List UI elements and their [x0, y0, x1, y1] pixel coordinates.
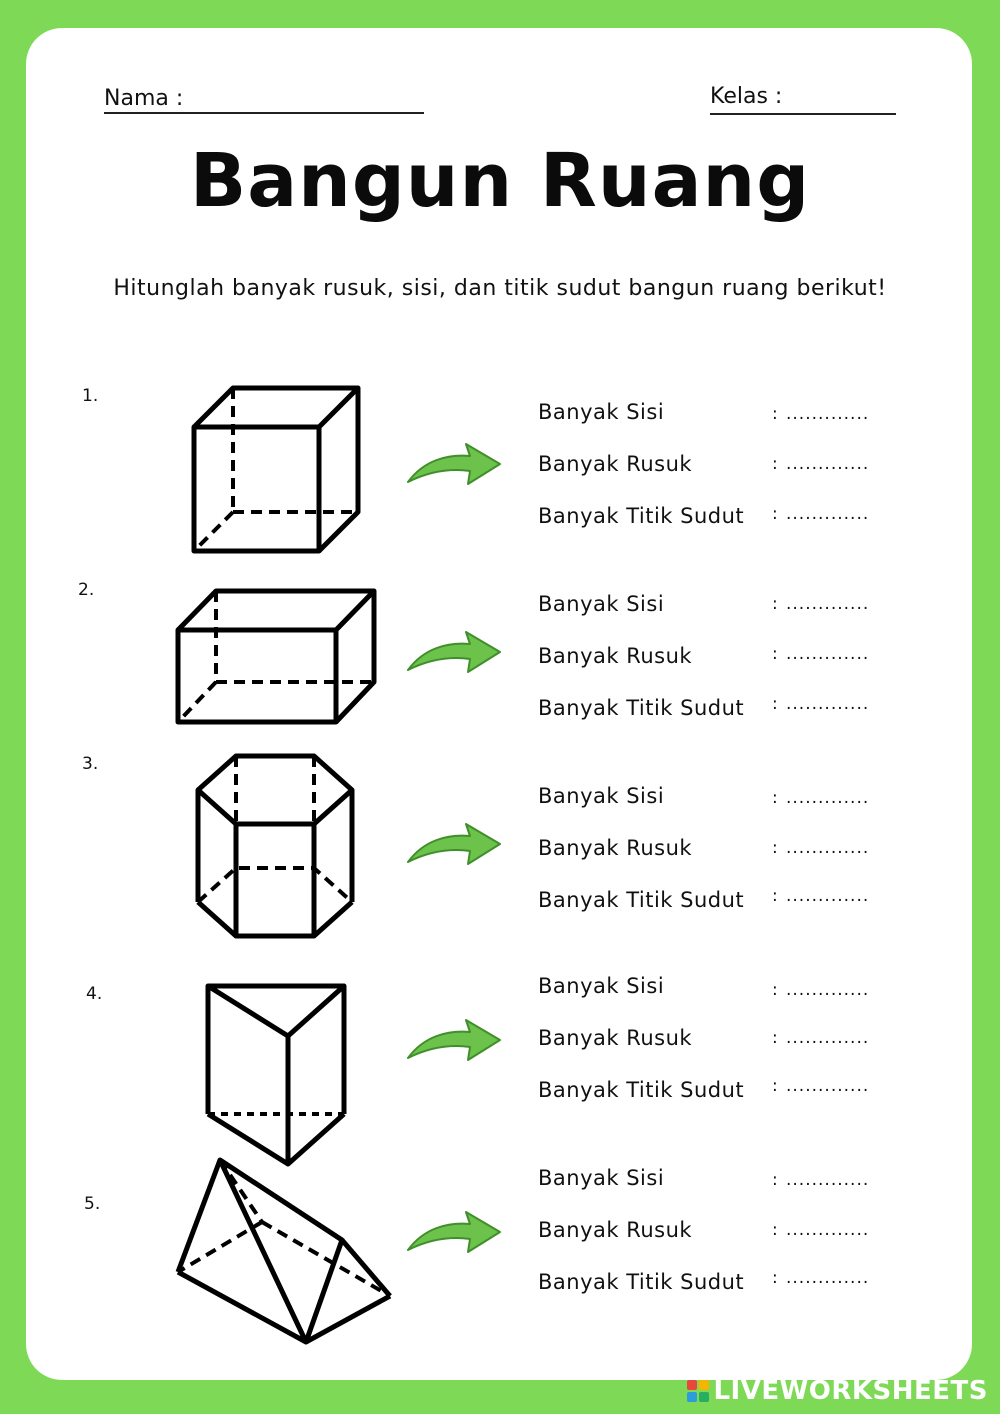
curved-arrow-icon: [404, 626, 504, 676]
colon: :: [772, 694, 778, 714]
sisi-label: Banyak Sisi: [538, 592, 665, 616]
cube-shape: [186, 380, 368, 560]
colon: :: [772, 644, 778, 664]
question-number: 3.: [82, 754, 99, 774]
question-number: 1.: [82, 386, 99, 406]
question-number: 4.: [86, 984, 103, 1004]
titik-sudut-answer-blank[interactable]: .............: [786, 504, 870, 524]
class-input-line[interactable]: [710, 113, 896, 115]
sisi-answer-blank[interactable]: .............: [786, 788, 870, 808]
name-label: Nama :: [104, 86, 184, 111]
rusuk-answer-blank[interactable]: .............: [786, 1028, 870, 1048]
sisi-label: Banyak Sisi: [538, 784, 665, 808]
rusuk-label: Banyak Rusuk: [538, 1218, 693, 1242]
question-number: 2.: [78, 580, 95, 600]
lying-triangular-prism-shape: [170, 1154, 398, 1350]
colon: :: [772, 1170, 778, 1190]
colon: :: [772, 1268, 778, 1288]
colon: :: [772, 404, 778, 424]
titik-sudut-answer-blank[interactable]: .............: [786, 1076, 870, 1096]
colon: :: [772, 454, 778, 474]
rusuk-label: Banyak Rusuk: [538, 1026, 693, 1050]
titik-sudut-answer-blank[interactable]: .............: [786, 694, 870, 714]
sisi-answer-blank[interactable]: .............: [786, 594, 870, 614]
curved-arrow-icon: [404, 818, 504, 868]
rusuk-label: Banyak Rusuk: [538, 644, 693, 668]
colon: :: [772, 1076, 778, 1096]
colon: :: [772, 980, 778, 1000]
brand-text: LIVEWORKSHEETS: [713, 1376, 988, 1406]
sisi-label: Banyak Sisi: [538, 400, 665, 424]
rusuk-answer-blank[interactable]: .............: [786, 644, 870, 664]
rusuk-answer-blank[interactable]: .............: [786, 1220, 870, 1240]
question-number: 5.: [84, 1194, 101, 1214]
titik-sudut-label: Banyak Titik Sudut: [538, 696, 745, 720]
sisi-answer-blank[interactable]: .............: [786, 980, 870, 1000]
colon: :: [772, 1028, 778, 1048]
rusuk-answer-blank[interactable]: .............: [786, 454, 870, 474]
sisi-label: Banyak Sisi: [538, 974, 665, 998]
titik-sudut-answer-blank[interactable]: .............: [786, 1268, 870, 1288]
colon: :: [772, 1220, 778, 1240]
rusuk-label: Banyak Rusuk: [538, 452, 693, 476]
titik-sudut-answer-blank[interactable]: .............: [786, 886, 870, 906]
curved-arrow-icon: [404, 1206, 504, 1256]
class-label: Kelas :: [710, 84, 783, 109]
curved-arrow-icon: [404, 1014, 504, 1064]
triangular-prism-shape: [200, 978, 352, 1172]
instruction-text: Hitunglah banyak rusuk, sisi, dan titik sudut bangun ruang berikut!: [113, 276, 887, 301]
page-title: Bangun Ruang: [189, 138, 811, 224]
titik-sudut-label: Banyak Titik Sudut: [538, 888, 745, 912]
hexagonal-prism-shape: [192, 750, 358, 946]
cuboid-shape: [172, 584, 382, 730]
colon: :: [772, 838, 778, 858]
colon: :: [772, 504, 778, 524]
liveworksheets-brand[interactable]: [687, 1376, 988, 1406]
rusuk-answer-blank[interactable]: .............: [786, 838, 870, 858]
colon: :: [772, 788, 778, 808]
colon: :: [772, 886, 778, 906]
colon: :: [772, 594, 778, 614]
titik-sudut-label: Banyak Titik Sudut: [538, 1078, 745, 1102]
sisi-answer-blank[interactable]: .............: [786, 1170, 870, 1190]
liveworksheets-logo-icon: [687, 1380, 709, 1402]
titik-sudut-label: Banyak Titik Sudut: [538, 504, 745, 528]
titik-sudut-label: Banyak Titik Sudut: [538, 1270, 745, 1294]
sisi-label: Banyak Sisi: [538, 1166, 665, 1190]
name-input-line[interactable]: [104, 112, 424, 114]
sisi-answer-blank[interactable]: .............: [786, 404, 870, 424]
rusuk-label: Banyak Rusuk: [538, 836, 693, 860]
curved-arrow-icon: [404, 438, 504, 488]
